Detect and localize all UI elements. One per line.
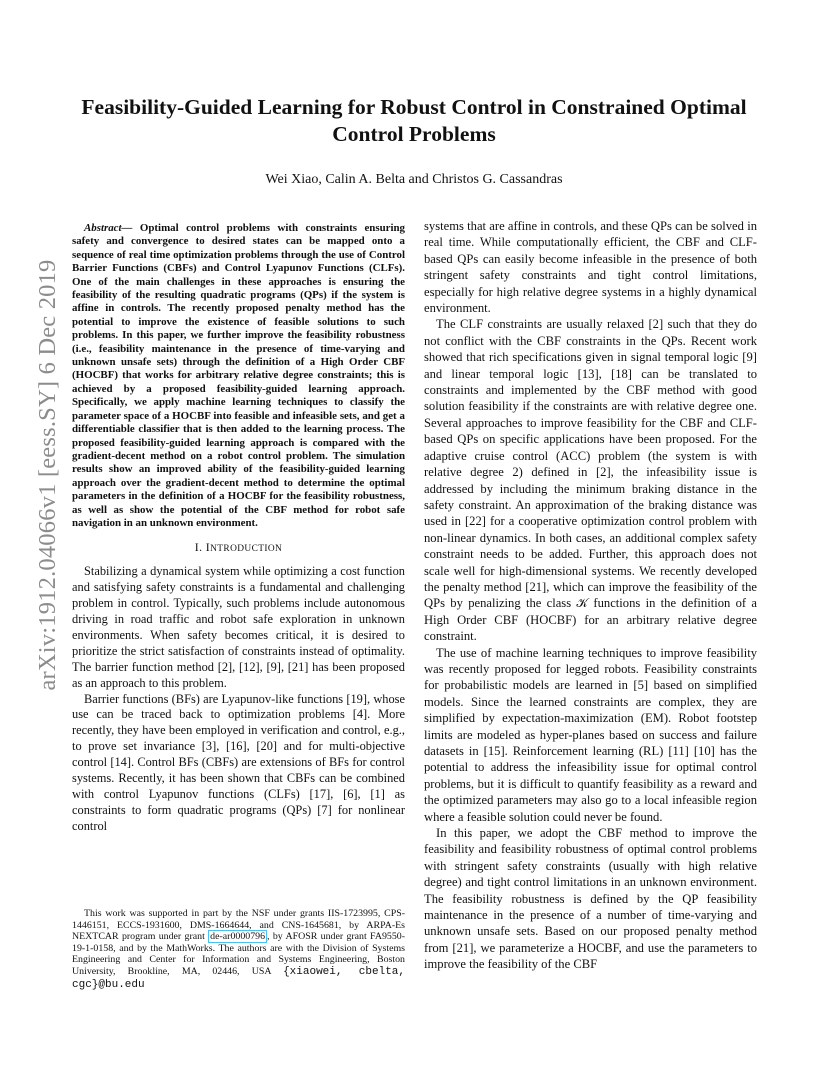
right-column bbox=[424, 218, 757, 973]
section-first-letter: I bbox=[205, 540, 211, 555]
body-paragraph: Stabilizing a dynamical system while optimizing a cost function and satisfying safety constraints is a fundamental and challenging problem in control. Typically, such problems include autonomous driving in road traffic and robot safe exploration in unknown environments. When safety becomes critical, it is desired to prioritize the strict satisfaction of constraints instead of optimality. The barrier function method [2], [12], [9], [21] has been proposed as an approach to this problem. bbox=[72, 564, 405, 690]
section-title-rest: NTRODUCTION bbox=[210, 544, 283, 555]
footnote bbox=[72, 908, 405, 991]
author-list: Wei Xiao, Calin A. Belta and Christos G. Cassandras bbox=[265, 172, 563, 187]
body-paragraph: The use of machine learning techniques to improve feasibility was recently proposed for legged robots. Feasibility constraints for probabilistic models are learned in [5] based on simplified models. Since the learned constraints are complex, they are simplified by expectation-maximization (EM). Robot footstep limits are modeled as hyper-planes based on success and failure datasets in [15]. Reinforcement learning (RL) [11] [10] has the potential to address the infeasibility issue for optimal control problems, but it is difficult to quantify feasibility as a reward and the optimized parameters may also go to a local infeasible region where a feasible solution could never be found. bbox=[424, 645, 757, 824]
section-heading-introduction bbox=[72, 540, 405, 558]
body-paragraph: In this paper, we adopt the CBF method to improve the feasibility and feasibility robustness of optimal control problems with stringent safety constraints (usually with high relative degree) and tight control limitations in an unknown environment. The feasibility robustness is defined by the QP feasibility maintenance in the presence of a number of time-varying and unknown unsafe sets. Based on our proposed penalty method from [21], we parameterize a HOCBF, and use the parameters to improve the feasibility of the CBF bbox=[424, 826, 757, 972]
body-paragraph: The CLF constraints are usually relaxed [2] such that they do not conflict with the CBF constraints in the QPs. Recent work showed that rich specifications given in signal temporal logic [9] and linear temporal logic [13], [18] can be translated to constraints and implemented by the CBF method with good solution feasibility if the constraints are with relative degree one. Several approaches to improve feasibility for the CBF and CLF-based QPs on specific applications have been proposed. For the adaptive cruise control (ACC) problem (the system is with relative degree 2) defined in [2], the infeasibility issue is addressed by including the minimum braking distance in the safety constraint. An approximation of the braking distance was used in [22] for a cooperative optimization control problem with non-linear dynamics. In both cases, an additional complex safety constraint needs to be added. Further, this approach does not scale well for high-dimensional systems. We recently developed the penalty method [21], which can improve the feasibility of the QPs by penalizing the class 𝒦 functions in the definition of a High Order CBF (HOCBF) for an arbitrary relative degree constraint. bbox=[424, 317, 757, 644]
arxiv-identifier: arXiv:1912.04066v1 [eess.SY] 6 Dec 2019 bbox=[34, 259, 61, 691]
body-paragraph: systems that are affine in controls, and these QPs can be solved in real time. While computationally efficient, the CBF and CLF-based QPs can easily become infeasible in the presence of both stringent safety constraints and tight control limitations, especially for high relative degree systems in a highly dynamical environment. bbox=[424, 219, 757, 316]
body-paragraph: Barrier functions (BFs) are Lyapunov-like functions [19], whose use can be traced back to optimization problems [4]. More recently, they have been employed in verification and control, e.g., to prove set invariance [3], [16], [20] and for multi-objective control [14]. Control BFs (CBFs) are extensions of BFs for control systems. Recently, it has been shown that CBFs can be combined with control Lyapunov functions (CLFs) [17], [6], [1] as constraints to form quadratic programs (QPs) [7] for nonlinear control bbox=[72, 691, 405, 833]
footnote-text-after: , by AFOSR under grant FA9550-19-1-0158, and by the MathWorks. The authors are with the Division of Systems Engineering and Center for Information and Systems Engineering, Boston University, Brookline, MA, 02446, USA bbox=[72, 931, 405, 977]
author-email: {xiaowei, cbelta, cgc}@bu.edu bbox=[72, 965, 405, 991]
abstract-label: Abstract— bbox=[84, 222, 133, 234]
section-number: I. bbox=[194, 540, 206, 555]
footnote-text-before: This work was supported in part by the NSF under grants IIS-1723995, CPS-1446151, ECCS-1931600, DMS-1664644, and CNS-1645681, by ARPA-Es NEXTCAR program under grant bbox=[72, 908, 405, 943]
grant-link[interactable]: de-ar0000796 bbox=[210, 931, 266, 943]
paper-title: Feasibility-Guided Learning for Robust Control in Constrained Optimal Control Problems bbox=[81, 95, 747, 146]
left-column bbox=[72, 222, 405, 835]
abstract-text: Optimal control problems with constraints ensuring safety and convergence to desired states can be mapped onto a sequence of real time optimization problems through the use of Control Barrier Functions (CBFs) and Control Lyapunov Functions (CLFs). One of the main challenges in these approaches is ensuring the feasibility of the resulting quadratic programs (QPs) if the system is affine in controls. The recently proposed penalty method has the potential to improve the existence of feasible solutions to such problems. In this paper, we further improve the feasibility robustness (i.e., feasibility maintenance in the presence of time-varying and unknown unsafe sets) through the definition of a High Order CBF (HOCBF) that works for arbitrary relative degree constraints; this is achieved by a proposed feasibility-guided learning approach. Specifically, we apply machine learning techniques to classify the parameter space of a HOCBF into feasible and infeasible sets, and get a differentiable classifier that is then added to the learning process. The proposed feasibility-guided learning approach is compared with the gradient-decent method on a robot control problem. The simulation results show an improved ability of the feasibility-guided learning approach over the gradient-decent method to determine the optimal parameters in the definition of a HOCBF for the feasibility robustness, as well as show the potential of the CBF method for robot safe navigation in an unknown environment. bbox=[72, 222, 405, 529]
abstract bbox=[72, 222, 405, 530]
